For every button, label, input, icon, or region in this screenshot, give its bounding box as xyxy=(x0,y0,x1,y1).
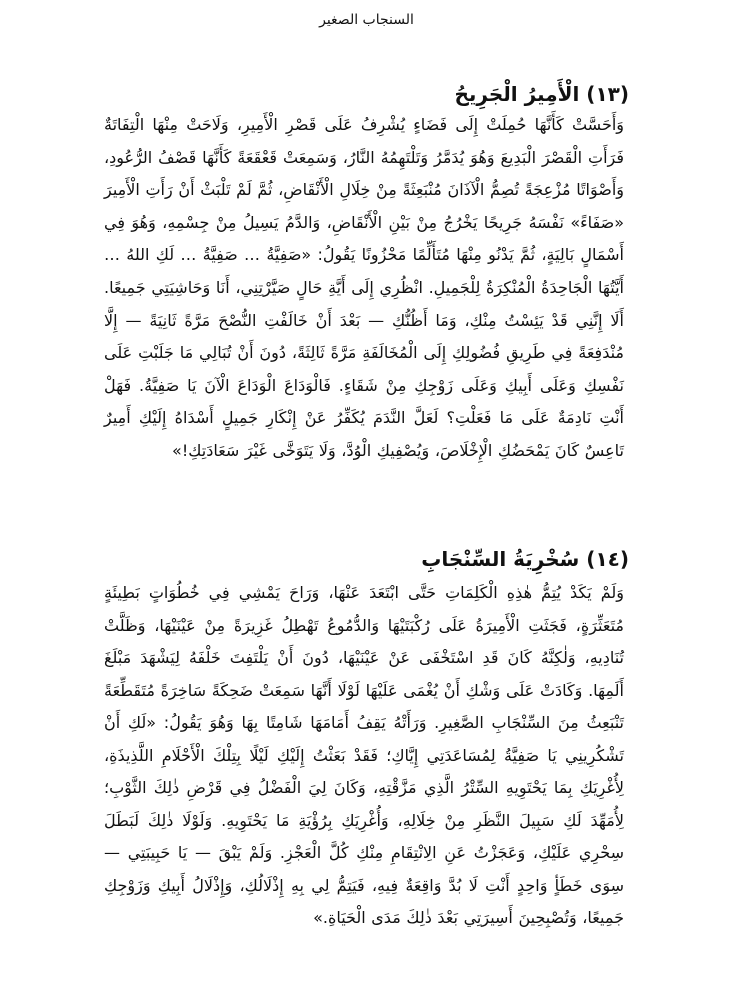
chapter-14-paragraph: وَلَمْ يَكَدْ يُتِمُّ هٰذِهِ الْكَلِمَاتِ حَتَّى ابْتَعَدَ عَنْهَا، وَرَاحَ يَمْشِي فِي خُطُوَاتٍ بَطِيئَةٍ مُتَعَثِّرَةٍ، فَجَثَتِ الْأَمِيرَةُ عَلَى رُكْبَتَيْهَا وَالدُّمُوعُ تَهْطِلُ غَزِيرَةً مِنْ عَيْنَيْهَا، وَظَلَّتْ تُنَادِيهِ، وَلٰكِنَّهُ كَانَ قَدِ اسْتَخْفَى عَنْ عَيْنَيْهَا، دُونَ أَنْ يَلْتَفِتَ خَلْفَهُ لِيَشْهَدَ مَبْلَغَ أَلَمِهَا. وَكَادَتْ عَلَى وَشْكِ أَنْ يُغْمَى عَلَيْهَا لَوْلَا أَنَّهَا سَمِعَتْ ضَحِكَةً سَاخِرَةً مُتَقَطِّعَةً تَنْبَعِثُ مِنَ السِّنْجَابِ الصَّغِيرِ. وَرَأَتْهُ يَقِفُ أَمَامَهَا شَامِتًا بِهَا وَهُوَ يَقُولُ: «لَكِ أَنْ تَشْكُرِينِي يَا صَفِيَّةُ لِمُسَاعَدَتِي إِيَّاكِ؛ فَقَدْ بَعَثْتُ إِلَيْكِ لَيْلًا بِتِلْكَ الْأَحْلَامِ اللَّذِيذَةِ، لِأُغْرِيَكِ بِمَا يَحْتَوِيهِ السِّتْرُ الَّذِي مَزَّقْتِهِ، وَكَانَ لِيَ الْفَضْلُ فِي قَرْضِ ذٰلِكَ الثَّوْبِ؛ لِأُمَهِّدَ لَكِ سَبِيلَ النَّظَرِ مِنْ خِلَالِهِ، وَأُغْرِيَكِ بِرُؤْيَةِ مَا يَحْتَوِيهِ. وَلَوْلَا ذٰلِكَ لَبَطَلَ سِحْرِي عَلَيْكِ، وَعَجَزْتُ عَنِ الِانْتِقَامِ مِنْكِ كُلَّ الْعَجْزِ. وَلَمْ يَبْقَ — يَا حَبِيبَتِي — سِوَى خَطَأٍ وَاحِدٍ أَنْتِ لَا بُدَّ وَاقِعَةٌ فِيهِ، فَيَتِمُّ لِي بِهِ إِذْلَالُكِ، وَإِذْلَالُ أَبِيكِ وَزَوْجِكِ جَمِيعًا، وَتُصْبِحِينَ أَسِيرَتِي بَعْدَ ذٰلِكَ مَدَى الْحَيَاةِ.» xyxy=(104,583,624,927)
chapter-13-paragraph: وَأَحَسَّتْ كَأَنَّهَا حُمِلَتْ إِلَى فَضَاءٍ يُشْرِفُ عَلَى قَصْرِ الْأَمِيرِ، وَلَاحَتْ مِنْهَا الْتِفَاتَةٌ فَرَأَتِ الْقَصْرَ الْبَدِيعَ وَهُوَ يُدَمَّرُ وَتَلْتَهِمُهُ النَّارُ، وَسَمِعَتْ قَعْقَعَةً كَأَنَّهَا قَصْفُ الرُّعُودِ، وَأَصْوَاتًا مُزْعِجَةً تُصِمُّ الْآذَانَ مُنْبَعِثَةً مِنْ خِلَالِ الْأَنْقَاضِ، ثُمَّ لَمْ تَلْبَثْ أَنْ رَأَتِ الْأَمِيرَ «صَفَاءً» نَفْسَهُ جَرِيحًا يَخْرُجُ مِنْ بَيْنِ الْأَنْقَاضِ، وَالدَّمُ يَسِيلُ مِنْ جِسْمِهِ، وَهُوَ فِي أَسْمَالٍ بَالِيَةٍ، ثُمَّ يَدْنُو مِنْهَا مُتَأَلِّمًا مَحْزُونًا يَقُولُ: «صَفِيَّةُ … صَفِيَّةُ … لَكِ اللهُ … أَيَّتُهَا الْجَاحِدَةُ الْمُنْكِرَةُ لِلْجَمِيلِ. انْظُرِي إِلَى أَيَّةِ حَالٍ صَيَّرْتِنِي، أَنَا وَحَاشِيَتِي جَمِيعًا. أَلَا إِنَّنِي قَدْ يَئِسْتُ مِنْكِ، وَمَا أَظُنُّكِ — بَعْدَ أَنْ خَالَفْتِ النُّصْحَ مَرَّةً ثَانِيَةً — إِلَّا مُنْدَفِعَةً فِي طَرِيقِ فُضُولِكِ إِلَى الْمُخَالَفَةِ مَرَّةً ثَالِثَةً، دُونَ أَنْ تُبَالِي مَا جَلَبْتِ عَلَى نَفْسِكِ وَعَلَى أَبِيكِ وَعَلَى زَوْجِكِ مِنْ شَقَاءٍ. فَالْوَدَاعَ الْوَدَاعَ الْآنَ يَا صَفِيَّةُ. فَهَلْ أَنْتِ نَادِمَةٌ عَلَى مَا فَعَلْتِ؟ لَعَلَّ النَّدَمَ يُكَفِّرُ عَنْ إِنْكَارِ جَمِيلٍ أَسْدَاهُ إِلَيْكِ أَمِيرٌ تَاعِسٌ كَانَ يَمْحَضُكِ الْإِخْلَاصَ، وَيُصْفِيكِ الْوُدَّ، وَلَا يَتَوَخَّى غَيْرَ سَعَادَتِكِ!» xyxy=(104,115,624,460)
chapter-13-title: (١٣) الْأَمِيرُ الْجَرِيحُ xyxy=(454,81,629,106)
running-header: السنجاب الصغير xyxy=(319,12,414,28)
chapter-14-title: (١٤) سُخْرِيَةُ السِّنْجَابِ xyxy=(421,546,629,571)
